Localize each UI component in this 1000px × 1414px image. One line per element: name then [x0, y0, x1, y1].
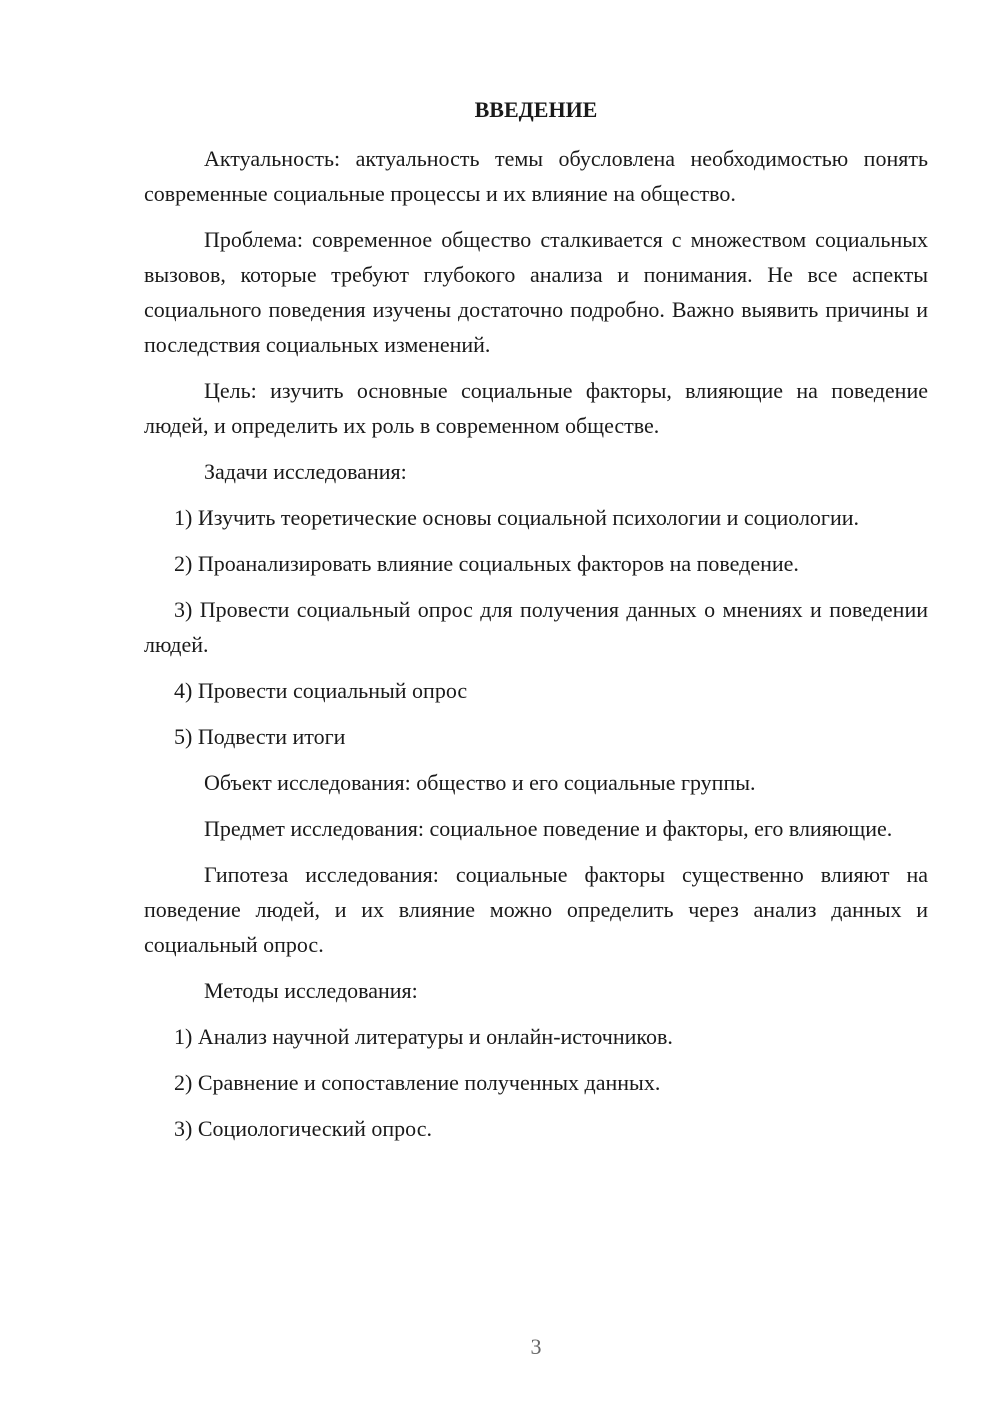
task-item-5: 5) Подвести итоги — [174, 724, 346, 749]
relevance-paragraph: Актуальность: актуальность темы обусловлена необходимостью понять современные социальные процессы и их влияние на общество. — [144, 146, 928, 206]
task-item-3: 3) Провести социальный опрос для получения данных о мнениях и поведении людей. — [144, 597, 928, 657]
task-item-4: 4) Провести социальный опрос — [174, 678, 468, 703]
body-text — [144, 141, 928, 1157]
page-number: 3 — [530, 1334, 542, 1359]
tasks-heading: Задачи исследования: — [204, 459, 407, 484]
hypothesis-paragraph: Гипотеза исследования: социальные факторы существенно влияют на поведение людей, и их влияние можно определить через анализ данных и социальный опрос. — [144, 862, 928, 957]
object-paragraph: Объект исследования: общество и его социальные группы. — [204, 770, 756, 795]
method-item-1: 1) Анализ научной литературы и онлайн-источников. — [174, 1024, 673, 1049]
task-item-1: 1) Изучить теоретические основы социальной психологии и социологии. — [174, 505, 859, 530]
goal-paragraph: Цель: изучить основные социальные факторы, влияющие на поведение людей, и определить их роль в современном обществе. — [144, 378, 928, 438]
task-item-2: 2) Проанализировать влияние социальных факторов на поведение. — [174, 551, 799, 576]
method-item-3: 3) Социологический опрос. — [174, 1116, 432, 1141]
method-item-2: 2) Сравнение и сопоставление полученных данных. — [174, 1070, 661, 1095]
methods-heading: Методы исследования: — [204, 978, 418, 1003]
subject-paragraph: Предмет исследования: социальное поведение и факторы, его влияющие. — [204, 816, 893, 841]
problem-paragraph: Проблема: современное общество сталкивается с множеством социальных вызовов, которые требуют глубокого анализа и понимания. Не все аспекты социального поведения изучены достаточно подробно. Важно выявить причины и последствия социальных изменений. — [144, 227, 928, 357]
page-title: ВВЕДЕНИЕ — [474, 97, 598, 122]
